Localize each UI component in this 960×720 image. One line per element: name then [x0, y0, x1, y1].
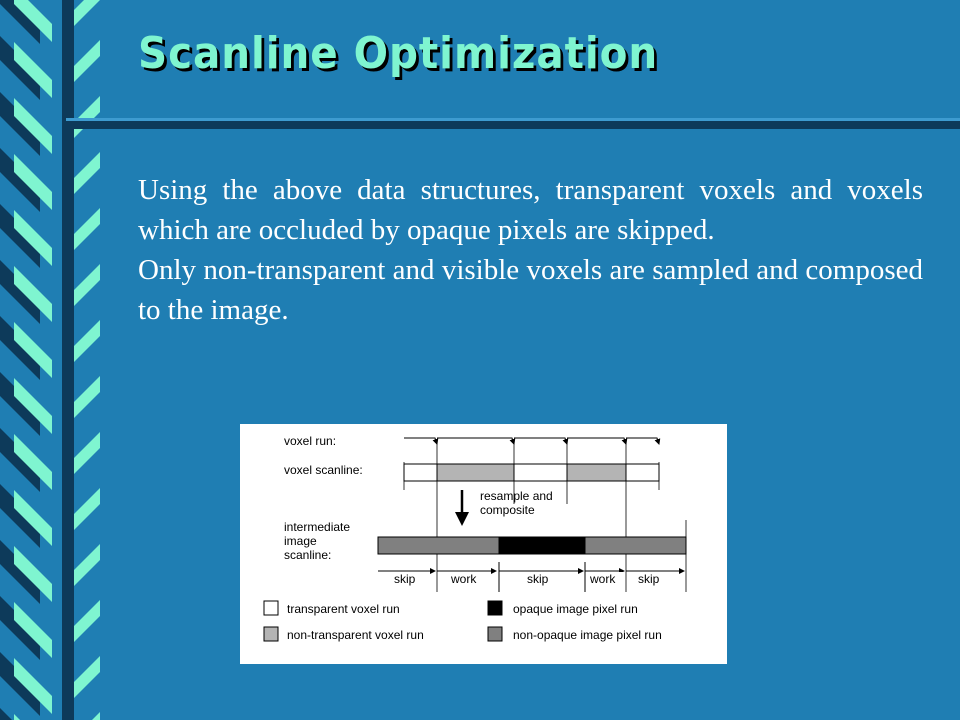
step-label: skip: [394, 572, 416, 586]
voxel-run-arrow: [567, 438, 626, 444]
image-scanline: [378, 537, 686, 554]
step-labels: [390, 572, 674, 586]
chevron-wing: [74, 320, 100, 362]
pixel-run-nonopaque: [378, 537, 499, 554]
voxel-run-arrow: [514, 438, 567, 444]
step-label: work: [451, 572, 477, 586]
chevron-wing: [74, 40, 100, 82]
voxel-scanline: [404, 464, 659, 481]
chevron-wing: [74, 488, 100, 530]
step-label: work: [590, 572, 616, 586]
scanline-diagram: [240, 424, 727, 664]
title-underline-highlight: [66, 118, 960, 121]
voxel-run-nontransparent: [437, 464, 514, 481]
legend-label: non-transparent voxel run: [287, 628, 424, 642]
step-label: skip: [527, 572, 549, 586]
chevron-wing: [74, 544, 100, 586]
legend-label: opaque image pixel run: [513, 602, 638, 616]
voxel-run-arrows: [404, 438, 659, 444]
pixel-run-nonopaque: [585, 537, 686, 554]
legend: [264, 601, 662, 642]
resample-label-1: resample and: [480, 489, 553, 503]
chevron-band: [0, 0, 100, 720]
legend-label: non-opaque image pixel run: [513, 628, 662, 642]
voxel-run-transparent: [404, 464, 437, 481]
voxel-run-label: voxel run:: [284, 434, 337, 448]
legend-label: transparent voxel run: [287, 602, 400, 616]
chevron-wing: [74, 264, 100, 306]
intermediate-label-1: intermediate: [284, 520, 351, 534]
voxel-run-arrow: [437, 438, 514, 444]
voxel-run-arrow: [404, 438, 437, 444]
legend-swatch-nonopaque-pixel: [488, 627, 502, 641]
voxel-run-arrow: [626, 438, 659, 444]
chevron-wing: [74, 376, 100, 418]
legend-swatch-nontransparent-voxel: [264, 627, 278, 641]
legend-swatch-opaque-pixel: [488, 601, 502, 615]
slide-body: [138, 170, 923, 330]
pixel-run-opaque: [499, 537, 585, 554]
intermediate-label-2: image: [284, 534, 317, 548]
chevron-wing: [74, 96, 100, 138]
voxel-run-transparent: [626, 464, 659, 481]
resample-arrow: [455, 490, 469, 526]
chevron-wing: [74, 0, 100, 26]
chevron-wing: [74, 656, 100, 698]
body-paragraph-1: Using the above data structures, transparent voxels and voxels which are occluded by opaque pixels are skipped.: [138, 174, 923, 246]
left-vertical-bar: [62, 0, 74, 720]
voxel-run-nontransparent: [567, 464, 626, 481]
body-paragraph-2: Only non-transparent and visible voxels are sampled and composed to the image.: [138, 254, 923, 326]
voxel-scanline-label: voxel scanline:: [284, 463, 363, 477]
legend-swatch-transparent-voxel: [264, 601, 278, 615]
slide-title: Scanline Optimization: [138, 28, 659, 79]
chevron-wing: [74, 712, 100, 720]
resample-label-2: composite: [480, 503, 535, 517]
intermediate-label-3: scanline:: [284, 548, 332, 562]
chevron-wing: [74, 432, 100, 474]
chevron-wing: [74, 208, 100, 250]
voxel-run-transparent: [514, 464, 567, 481]
chevron-wing: [74, 152, 100, 194]
chevron-wing: [74, 600, 100, 642]
chevron-face: [14, 714, 52, 720]
step-label: skip: [638, 572, 660, 586]
